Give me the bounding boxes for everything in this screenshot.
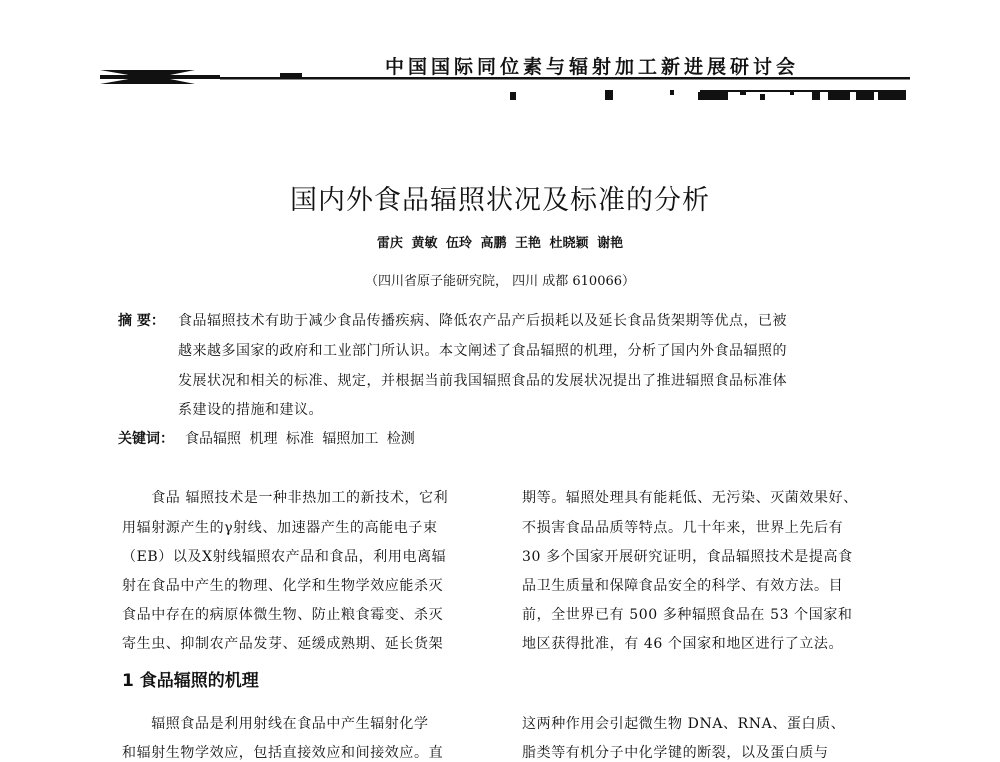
abstract-line: 系建设的措施和建议。 <box>178 402 323 418</box>
body-left-line: 寄生虫、抑制农产品发芽、延缓成熟期、延长货架 <box>122 636 444 652</box>
paper-affiliation: （四川省原子能研究院， 四川 成都 610066） <box>364 274 636 289</box>
abstract-line: 食品辐照技术有助于减少食品传播疾病、降低农产品产后损耗以及延长食品货架期等优点，已被 <box>178 313 787 329</box>
body-right-line: 不损害食品品质等特点。几十年来，世界上先后有 <box>522 520 844 536</box>
paper-authors: 雷庆 黄敏 伍玲 高鹏 王艳 杜晓颖 谢艳 <box>376 236 624 251</box>
body-left-line: 射在食品中产生的物理、化学和生物学效应能杀灭 <box>122 578 444 594</box>
section-left-line: 和辐射生物学效应，包括直接效应和间接效应。直 <box>122 745 444 761</box>
body-left-line: 用辐射源产生的γ射线、加速器产生的高能电子束 <box>122 520 438 536</box>
body-left-line: 食品中存在的病原体微生物、防止粮食霉变、杀灭 <box>122 607 444 623</box>
section-right-line: 这两种作用会引起微生物 DNA、RNA、蛋白质、 <box>522 716 846 732</box>
body-right-line: 品卫生质量和保障食品安全的科学、有效方法。目 <box>522 578 844 594</box>
paper-title: 国内外食品辐照状况及标准的分析 <box>290 185 710 216</box>
conference-title: 中国国际同位素与辐射加工新进展研讨会 <box>385 56 800 78</box>
abstract-label: 摘 要： <box>118 313 165 329</box>
abstract-line: 发展状况和相关的标准、规定，并根据当前我国辐照食品的发展状况提出了推进辐照食品标准体 <box>178 373 787 389</box>
section-left-line: 辐照食品是利用射线在食品中产生辐射化学 <box>122 716 429 732</box>
body-left-line: （EB）以及X射线辐照农产品和食品，利用电离辐 <box>122 549 447 565</box>
body-right-line: 前，全世界已有 500 多种辐照食品在 53 个国家和 <box>522 607 853 623</box>
section-right-line: 脂类等有机分子中化学键的断裂，以及蛋白质与 <box>522 745 829 761</box>
body-right-line: 地区获得批准，有 46 个国家和地区进行了立法。 <box>522 636 844 652</box>
body-right-line: 30 多个国家开展研究证明，食品辐照技术是提高食 <box>522 549 853 565</box>
abstract-line: 越来越多国家的政府和工业部门所认识。本文阐述了食品辐照的机理，分析了国内外食品辐照的 <box>178 343 787 359</box>
body-left-line: 食品 辐照技术是一种非热加工的新技术，它利 <box>122 490 449 506</box>
body-right-line: 期等。辐照处理具有能耗低、无污染、灭菌效果好、 <box>522 490 858 506</box>
section-heading: 1 食品辐照的机理 <box>122 671 259 691</box>
keywords-label: 关键词： <box>118 431 174 447</box>
keywords-text: 食品辐照 机理 标准 辐照加工 检测 <box>185 431 415 447</box>
